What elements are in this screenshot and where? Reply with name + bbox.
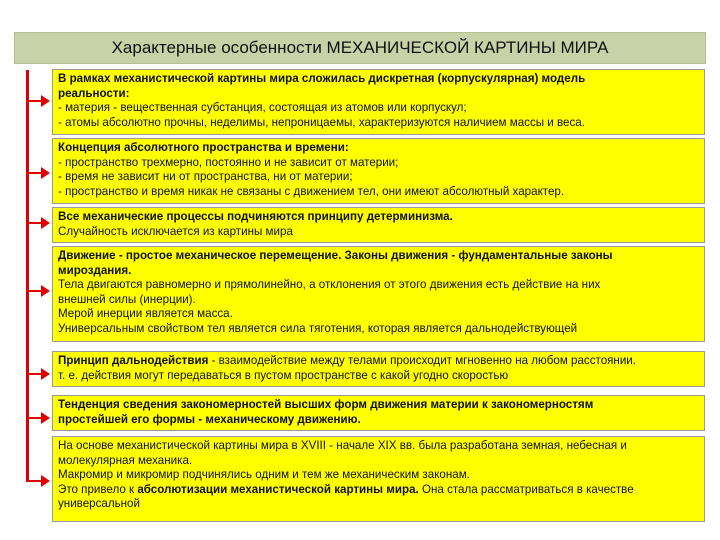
slide-title: Характерные особенности МЕХАНИЧЕСКОЙ КАРТИНЫ МИРА	[14, 32, 706, 64]
block-line	[58, 354, 699, 369]
feature-block-reduction-tendency	[52, 395, 705, 431]
block-line: простейшей его формы - механическому движению.	[58, 412, 361, 426]
block-line: Мерой инерции является масса.	[58, 307, 233, 320]
arrow-icon	[29, 373, 43, 375]
block-line: молекулярная механика.	[58, 453, 193, 467]
feature-block-determinism	[52, 207, 705, 243]
text-fragment: Это привело к	[58, 482, 138, 496]
block-line: Случайность исключается из картины мира	[58, 224, 293, 238]
arrow-icon	[29, 172, 43, 174]
arrow-icon	[29, 100, 43, 102]
block-line: - пространство и время никак не связаны с движением тел, они имеют абсолютный характер.	[58, 184, 565, 198]
block-line: Универсальным свойством тел является сила тяготения, которая является дальнодействующей	[58, 321, 578, 335]
block-line	[58, 483, 699, 498]
block-line: Тела двигаются равномерно и прямолинейно, а отклонения от этого движения есть действие на них	[58, 278, 601, 291]
block-line: В рамках механистической картины мира сложилась дискретная (корпускулярная) модель	[58, 72, 586, 85]
block-line: Тенденция сведения закономерностей высших форм движения материи к закономерностям	[58, 398, 594, 411]
block-line: внешней силы (инерции).	[58, 292, 196, 306]
arrow-icon	[29, 417, 43, 419]
block-line: Все механические процессы подчиняются принципу детерминизма.	[58, 210, 453, 223]
block-line: На основе механистической картины мира в XVIII - начале XIX вв. была разработана земная, небесная и	[58, 439, 627, 452]
block-line: мироздания.	[58, 263, 132, 277]
block-line: Концепция абсолютного пространства и времени:	[58, 141, 349, 154]
feature-block-long-range-action	[52, 351, 705, 387]
feature-block-discrete-model	[52, 69, 705, 135]
bold-fragment: абсолютизации механистической картины мира.	[137, 482, 419, 496]
bold-fragment: Принцип дальнодействия	[58, 354, 209, 367]
block-line: - пространство трехмерно, постоянно и не зависит от материи;	[58, 155, 399, 169]
block-line: реальности:	[58, 86, 130, 100]
red-connector-line	[26, 70, 29, 482]
block-line: универсальной	[58, 497, 140, 510]
block-line: - атомы абсолютно прочны, неделимы, непроницаемы, характеризуются наличием массы и веса.	[58, 115, 585, 129]
arrow-icon	[29, 222, 43, 224]
arrow-icon	[29, 290, 43, 292]
block-line: т. е. действия могут передаваться в пустом пространстве с какой угодно скоростью	[58, 368, 509, 382]
block-line: - материя - вещественная субстанция, состоящая из атомов или корпускул;	[58, 101, 467, 114]
arrow-icon	[29, 480, 43, 482]
feature-block-absolute-space-time	[52, 138, 705, 204]
text-fragment: Она стала рассматриваться в качестве	[418, 482, 634, 496]
block-line: Движение - простое механическое перемещение. Законы движения - фундаментальные законы	[58, 249, 613, 262]
text-fragment: - взаимодействие между телами происходит мгновенно на любом расстоянии.	[208, 354, 636, 367]
block-line: Макромир и микромир подчинялись одним и тем же механическим законам.	[58, 468, 470, 481]
feature-block-mechanics-conclusion	[52, 436, 705, 522]
feature-block-motion	[52, 246, 705, 342]
block-line: - время не зависит ни от пространства, ни от материи;	[58, 170, 353, 183]
